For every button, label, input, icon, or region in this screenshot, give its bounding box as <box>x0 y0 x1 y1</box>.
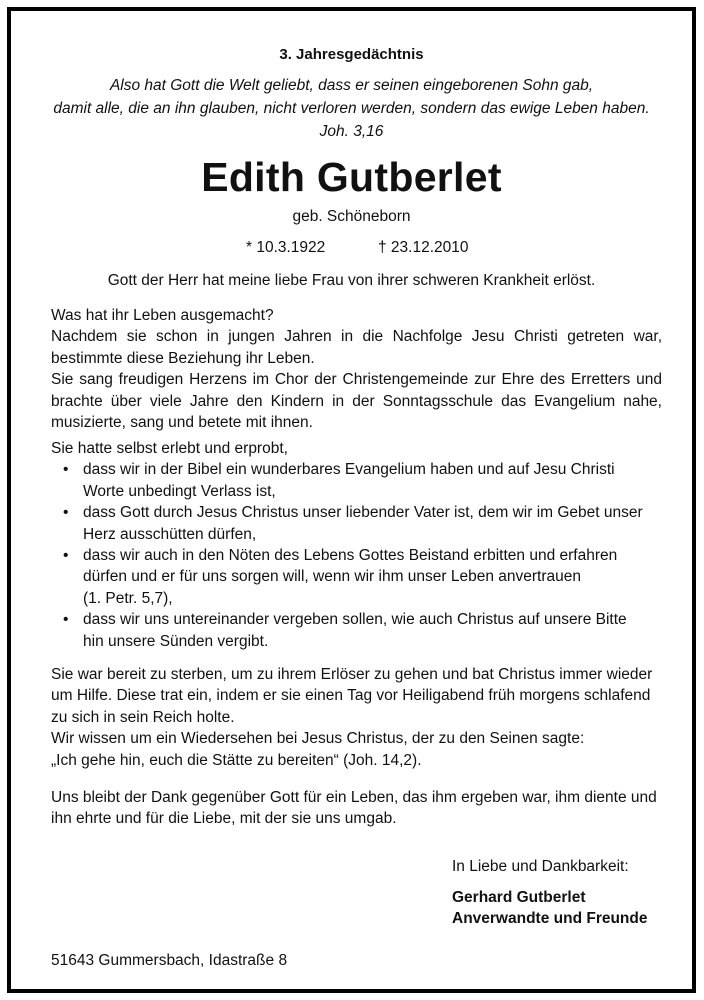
obituary-frame <box>7 7 696 993</box>
paragraph-line: Wir wissen um ein Wiedersehen bei Jesus Christus, der zu den Seinen sagte: <box>51 730 585 748</box>
paragraph-lead: Sie hatte selbst erlebt und erprobt, <box>51 440 288 457</box>
list-item-line: Worte unbedingt Verlass ist, <box>83 482 276 500</box>
paragraph-line: Sie war bereit zu sterben, um zu ihrem Erlöser zu gehen und bat Christus immer wieder <box>51 666 653 683</box>
list-item-line: Herz ausschütten dürfen, <box>83 525 257 543</box>
birth-date: * 10.3.1922 <box>246 239 326 256</box>
faith-paragraph <box>51 438 662 652</box>
list-item-line: dürfen und er für uns sorgen will, wenn wir ihm unser Leben anvertrauen <box>83 568 581 586</box>
maiden-name: geb. Schöneborn <box>292 208 411 225</box>
paragraph-line: Sie sang freudigen Herzens im Chor der Christengemeinde zur Ehre des Erretters und <box>51 371 662 389</box>
intro-line: Gott der Herr hat meine liebe Frau von ihrer schweren Krankheit erlöst. <box>107 272 596 289</box>
death-date: † 23.12.2010 <box>378 239 469 256</box>
paragraph-line: Uns bleibt der Dank gegenüber Gott für ein Leben, das ihm ergeben war, ihm diente und <box>51 789 657 806</box>
list-item-line: hin unsere Sünden vergibt. <box>83 632 269 650</box>
death-paragraph <box>51 664 662 771</box>
family-address: 51643 Gummersbach, Idastraße 8 <box>51 952 288 969</box>
list-item-line: dass wir auch in den Nöten des Lebens Gottes Beistand erbitten und erfahren <box>83 547 618 565</box>
list-item <box>51 459 662 502</box>
paragraph-line: „Ich gehe hin, euch die Stätte zu bereiten“ (Joh. 14,2). <box>51 751 422 769</box>
life-paragraph <box>51 305 662 433</box>
bullet-icon: • <box>63 461 69 479</box>
list-item <box>51 502 662 545</box>
thanks-paragraph <box>51 787 662 830</box>
bullet-icon: • <box>63 504 69 522</box>
signer-name: Anverwandte und Freunde <box>452 910 648 927</box>
paragraph-line: ihn ehrte und für die Liebe, mit der sie uns umgab. <box>51 810 397 828</box>
verse-line: damit alle, die an ihn glauben, nicht verloren werden, sondern das ewige Leben haben. <box>53 100 650 117</box>
list-item-line: dass Gott durch Jesus Christus unser liebender Vater ist, dem wir im Gebet unser <box>83 504 643 522</box>
faith-list <box>51 459 662 652</box>
list-item <box>51 545 662 609</box>
signer-name: Gerhard Gutberlet <box>452 889 586 906</box>
bible-verse <box>11 74 692 143</box>
paragraph-line: Was hat ihr Leben ausgemacht? <box>51 307 274 324</box>
bullet-icon: • <box>63 611 69 629</box>
verse-reference: Joh. 3,16 <box>319 123 384 140</box>
signoff-text: In Liebe und Dankbarkeit: <box>452 858 629 875</box>
verse-line: Also hat Gott die Welt geliebt, dass er seinen eingeborenen Sohn gab, <box>109 77 594 94</box>
paragraph-line: brachte über viele Jahre den Kindern in der Sonntagsschule das Evangelium nahe, <box>51 392 662 410</box>
deceased-name: Edith Gutberlet <box>201 154 502 200</box>
paragraph-line: um Hilfe. Diese trat ein, indem er sie einen Tag vor Heiligabend früh morgens schlafend <box>51 687 651 705</box>
list-item-line: dass wir in der Bibel ein wunderbares Evangelium haben und auf Jesu Christi <box>83 461 615 479</box>
paragraph-line: Nachdem sie schon in jungen Jahren in die Nachfolge Jesu Christi getreten war, <box>51 328 662 346</box>
list-item-line: dass wir uns untereinander vergeben sollen, wie auch Christus auf unsere Bitte <box>83 611 627 629</box>
bullet-icon: • <box>63 547 69 565</box>
list-item-line: (1. Petr. 5,7), <box>83 589 173 607</box>
anniversary-heading: 3. Jahresgedächtnis <box>279 46 424 63</box>
list-item <box>51 609 662 652</box>
paragraph-line: bestimmte diese Beziehung ihr Leben. <box>51 349 315 367</box>
paragraph-line: zu sich in sein Reich holte. <box>51 708 235 726</box>
paragraph-line: musizierte, sang und betete mit ihnen. <box>51 414 313 432</box>
